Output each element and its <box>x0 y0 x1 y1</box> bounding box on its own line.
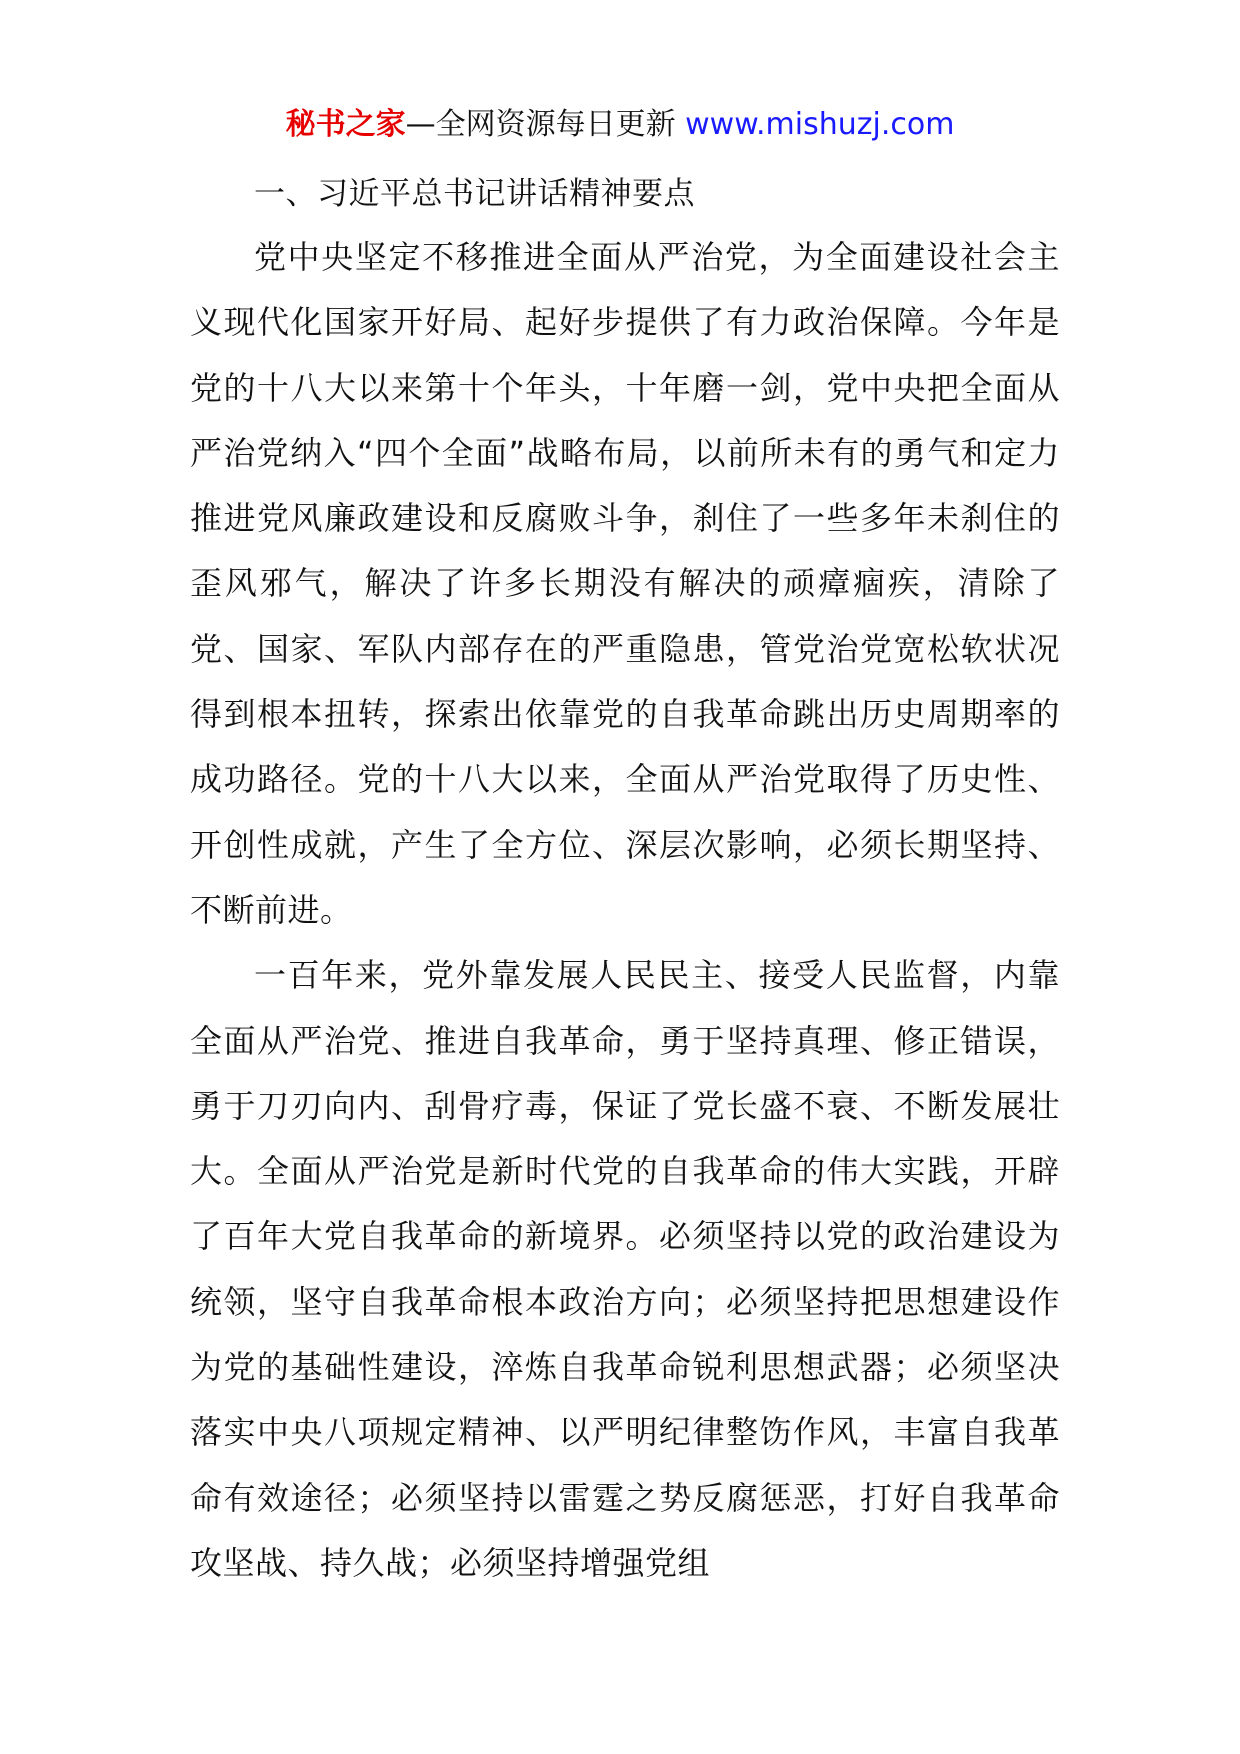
header-site-link[interactable]: www.mishuzj.com <box>685 107 955 142</box>
page-header <box>0 100 1240 150</box>
section-heading: 一、习近平总书记讲话精神要点 <box>254 176 695 212</box>
header-tagline: —全网资源每日更新 <box>405 107 686 142</box>
document-body <box>190 163 1060 1596</box>
header-brand: 秘书之家 <box>285 107 406 142</box>
paragraph-1: 党中央坚定不移推进全面从严治党，为全面建设社会主义现代化国家开好局、起好步提供了有力政治保障。今年是党的十八大以来第十个年头，十年磨一剑，党中央把全面从严治党纳入“四个全面”战略布局，以前所未有的勇气和定力推进党风廉政建设和反腐败斗争，刹住了一些多年未刹住的歪风邪气，解决了许多长期没有解决的顽瘴痼疾，清除了党、国家、军队内部存在的严重隐患，管党治党宽松软状况得到根本扭转，探索出依靠党的自我革命跳出历史周期率的成功路径。党的十八大以来，全面从严治党取得了历史性、开创性成就，产生了全方位、深层次影响，必须长期坚持、不断前进。 <box>190 238 1060 929</box>
paragraph-2: 一百年来，党外靠发展人民民主、接受人民监督，内靠全面从严治党、推进自我革命，勇于坚持真理、修正错误，勇于刀刃向内、刮骨疗毒，保证了党长盛不衰、不断发展壮大。全面从严治党是新时代党的自我革命的伟大实践，开辟了百年大党自我革命的新境界。必须坚持以党的政治建设为统领，坚守自我革命根本政治方向；必须坚持把思想建设作为党的基础性建设，淬炼自我革命锐利思想武器；必须坚决落实中央八项规定精神、以严明纪律整饬作风，丰富自我革命有效途径；必须坚持以雷霆之势反腐惩恶，打好自我革命攻坚战、持久战；必须坚持增强党组 <box>190 956 1060 1582</box>
